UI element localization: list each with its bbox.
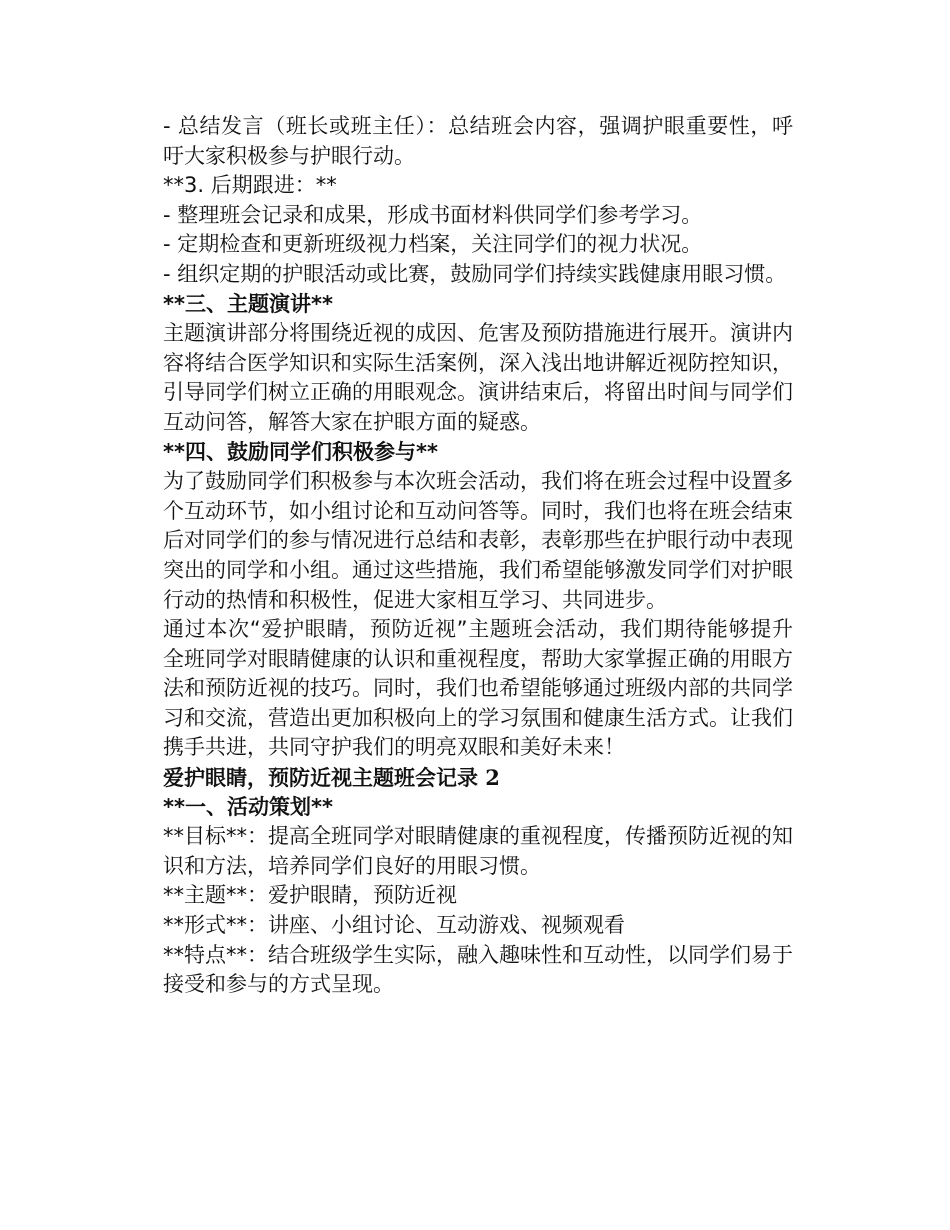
planning-theme: **主题**：爱护眼睛，预防近视	[163, 883, 457, 908]
speech-paragraph: 主题演讲部分将围绕近视的成因、危害及预防措施进行展开。演讲内容将结合医学知识和实际生活案例，深入浅出地讲解近视防控知识，引导同学们树立正确的用眼观念。演讲结束后，将留出时间与同学们互动问答，解答大家在护眼方面的疑惑。	[163, 321, 793, 434]
planning-format: **形式**：讲座、小组讨论、互动游戏、视频观看	[163, 913, 625, 938]
closing-summary-item: - 总结发言（班长或班主任）：总结班会内容，强调护眼重要性，呼吁大家积极参与护眼行动。	[163, 114, 793, 168]
document-body	[163, 112, 793, 1000]
record-2-title: 爱护眼睛，预防近视主题班会记录 2	[163, 765, 500, 791]
planning-features: **特点**：结合班级学生实际，融入趣味性和互动性，以同学们易于接受和参与的方式呈现。	[163, 942, 793, 997]
conclusion-paragraph: 通过本次“爱护眼睛，预防近视”主题班会活动，我们期待能够提升全班同学对眼睛健康的认识和重视程度，帮助大家掌握正确的用眼方法和预防近视的技巧。同时，我们也希望能够通过班级内部的共同学习和交流，营造出更加积极向上的学习氛围和健康生活方式。让我们携手共进，共同守护我们的明亮双眼和美好未来！	[163, 617, 793, 760]
section-heading-participation: **四、鼓励同学们积极参与**	[163, 439, 438, 464]
section-heading-speech: **三、主题演讲**	[163, 291, 333, 316]
follow-up-item-activities: - 组织定期的护眼活动或比赛，鼓励同学们持续实践健康用眼习惯。	[163, 261, 787, 286]
section-heading-planning: **一、活动策划**	[163, 794, 333, 819]
follow-up-subheading: **3. 后期跟进：**	[163, 173, 337, 198]
follow-up-item-records: - 整理班会记录和成果，形成书面材料供同学们参考学习。	[163, 202, 703, 227]
planning-goal: **目标**：提高全班同学对眼睛健康的重视程度，传播预防近视的知识和方法，培养同学们良好的用眼习惯。	[163, 824, 793, 878]
participation-paragraph: 为了鼓励同学们积极参与本次班会活动，我们将在班会过程中设置多个互动环节，如小组讨论和互动问答等。同时，我们也将在班会结束后对同学们的参与情况进行总结和表彰，表彰那些在护眼行动中表现突出的同学和小组。通过这些措施，我们希望能够激发同学们对护眼行动的热情和积极性，促进大家相互学习、共同进步。	[163, 469, 793, 612]
follow-up-item-vision-files: - 定期检查和更新班级视力档案，关注同学们的视力状况。	[163, 232, 703, 257]
